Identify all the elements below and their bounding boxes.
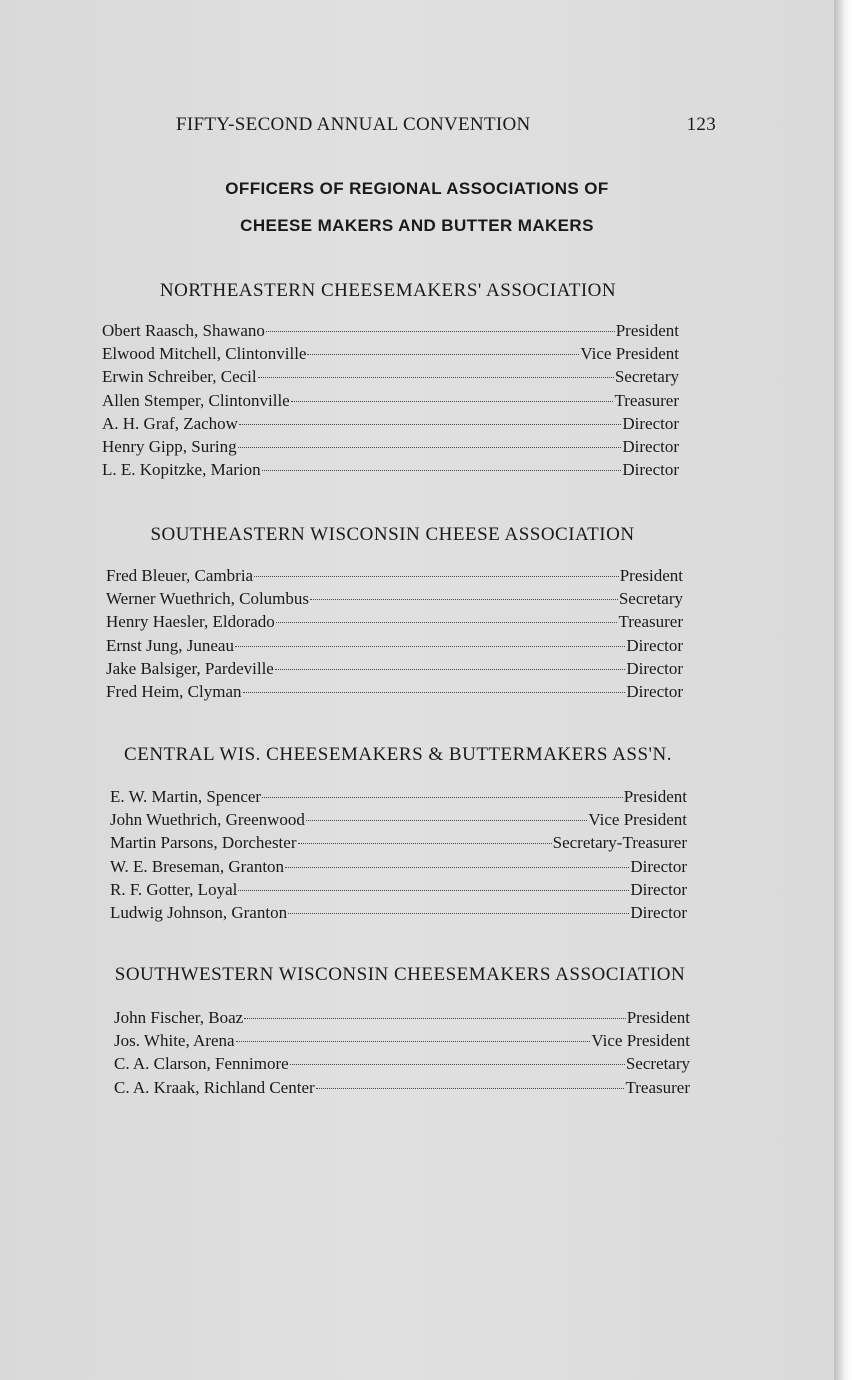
officer-row — [102, 458, 679, 481]
officer-row — [102, 389, 679, 412]
officer-name: Jake Balsiger, Pardeville — [106, 658, 274, 678]
officer-row — [114, 1076, 690, 1099]
dot-leader — [239, 424, 621, 425]
officer-role: President — [623, 787, 687, 806]
officer-row — [110, 901, 687, 924]
officer-name: Ernst Jung, Juneau — [106, 635, 234, 655]
officer-row — [110, 785, 687, 808]
officer-row — [106, 657, 683, 680]
officer-role: Secretary — [618, 589, 683, 609]
officer-name: Fred Bleuer, Cambria — [106, 566, 254, 585]
dot-leader — [244, 1018, 626, 1019]
page-edge — [834, 0, 852, 1380]
officer-name: W. E. Breseman, Granton — [110, 856, 285, 876]
page-heading-line-2: CHEESE MAKERS AND BUTTER MAKERS — [240, 216, 594, 235]
officer-role: Vice President — [580, 344, 679, 364]
section-title-southeastern: SOUTHEASTERN WISCONSIN CHEESE ASSOCIATION — [150, 524, 635, 545]
officer-role: Director — [630, 879, 687, 899]
officer-name: Werner Wuethrich, Columbus — [106, 589, 310, 609]
officer-name: Henry Gipp, Suring — [102, 436, 237, 456]
dot-leader — [276, 622, 618, 623]
officer-name: L. E. Kopitzke, Marion — [102, 460, 261, 480]
officer-name: Henry Haesler, Eldorado — [106, 612, 275, 632]
officer-name: R. F. Gotter, Loyal — [110, 879, 238, 899]
section-title-northeastern: NORTHEASTERN CHEESEMAKERS' ASSOCIATION — [159, 280, 617, 301]
officer-role: Secretary-Treasurer — [552, 833, 687, 853]
officer-role: President — [615, 321, 679, 340]
officer-role: Director — [626, 658, 683, 678]
page-heading-line-1: OFFICERS OF REGIONAL ASSOCIATIONS OF — [225, 179, 609, 198]
dot-leader — [310, 599, 618, 600]
officer-role: Secretary — [625, 1054, 690, 1074]
officer-row — [110, 808, 687, 831]
officer-role: Treasurer — [618, 612, 683, 632]
section-title-central: CENTRAL WIS. CHEESEMAKERS & BUTTERMAKERS ASS'N. — [124, 744, 672, 765]
officer-row — [102, 435, 679, 458]
officer-name: Fred Heim, Clyman — [106, 681, 242, 701]
officer-list-southwestern — [114, 1006, 690, 1099]
dot-leader — [238, 890, 629, 891]
officer-row — [106, 564, 683, 587]
officer-role: Secretary — [614, 367, 679, 387]
officer-role: Vice President — [588, 810, 687, 830]
dot-leader — [254, 576, 619, 577]
officer-row — [114, 1006, 690, 1029]
officer-role: Director — [622, 413, 679, 433]
officer-row — [110, 855, 687, 878]
officer-row — [106, 587, 683, 610]
dot-leader — [306, 820, 587, 821]
officer-row — [102, 342, 679, 365]
officer-name: Allen Stemper, Clintonville — [102, 390, 290, 410]
officer-row — [114, 1052, 690, 1075]
dot-leader — [285, 867, 629, 868]
officer-row — [106, 610, 683, 633]
officer-role: Director — [626, 681, 683, 701]
officer-name: Martin Parsons, Dorchester — [110, 833, 297, 853]
officer-name: John Fischer, Boaz — [114, 1008, 244, 1027]
officer-row — [114, 1029, 690, 1052]
officer-name: John Wuethrich, Greenwood — [110, 810, 305, 830]
officer-row — [110, 878, 687, 901]
officer-role: President — [619, 566, 683, 585]
dot-leader — [262, 797, 623, 798]
officer-name: Obert Raasch, Shawano — [102, 321, 265, 340]
running-head-title: FIFTY-SECOND ANNUAL CONVENTION — [176, 114, 531, 135]
dot-leader — [298, 843, 552, 844]
officer-name: Jos. White, Arena — [114, 1031, 235, 1051]
dot-leader — [288, 913, 629, 914]
dot-leader — [316, 1088, 625, 1089]
officer-name: Erwin Schreiber, Cecil — [102, 367, 257, 387]
officer-role: Vice President — [591, 1031, 690, 1051]
section-title-southwestern: SOUTHWESTERN WISCONSIN CHEESEMAKERS ASSOCIATION — [114, 964, 686, 985]
officer-name: C. A. Kraak, Richland Center — [114, 1077, 315, 1097]
officer-row — [102, 365, 679, 388]
dot-leader — [262, 470, 622, 471]
officer-role: Director — [630, 902, 687, 922]
officer-name: Ludwig Johnson, Granton — [110, 902, 288, 922]
officer-role: Director — [622, 460, 679, 480]
dot-leader — [238, 447, 622, 448]
dot-leader — [243, 692, 626, 693]
dot-leader — [275, 669, 626, 670]
officer-row — [110, 831, 687, 854]
dot-leader — [291, 401, 614, 402]
dot-leader — [290, 1064, 625, 1065]
officer-row — [102, 319, 679, 342]
officer-row — [106, 680, 683, 703]
dot-leader — [236, 1041, 591, 1042]
officer-name: C. A. Clarson, Fennimore — [114, 1054, 289, 1074]
officer-name: E. W. Martin, Spencer — [110, 787, 262, 806]
officer-row — [102, 412, 679, 435]
dot-leader — [235, 646, 625, 647]
officer-role: Treasurer — [625, 1077, 690, 1097]
officer-role: President — [626, 1008, 690, 1027]
dot-leader — [266, 331, 615, 332]
dot-leader — [258, 377, 614, 378]
page-number: 123 — [686, 114, 716, 135]
officer-row — [106, 634, 683, 657]
officer-role: Director — [622, 436, 679, 456]
officer-list-southeastern — [106, 564, 683, 703]
officer-role: Treasurer — [614, 390, 679, 410]
officer-role: Director — [630, 856, 687, 876]
officer-list-northeastern — [102, 319, 679, 481]
officer-name: Elwood Mitchell, Clintonville — [102, 344, 307, 364]
officer-name: A. H. Graf, Zachow — [102, 413, 238, 433]
officer-role: Director — [626, 635, 683, 655]
dot-leader — [307, 354, 579, 355]
officer-list-central — [110, 785, 687, 924]
